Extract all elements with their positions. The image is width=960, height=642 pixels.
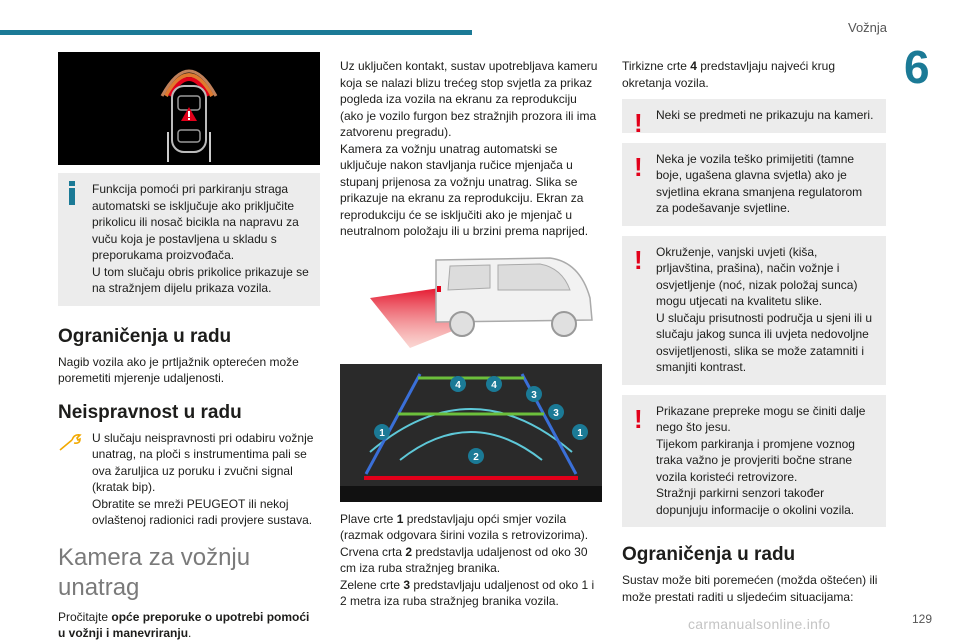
warning-icon: !	[634, 151, 643, 182]
heading-limitations: Ograničenja u radu	[622, 544, 796, 565]
warning-text: Neka je vozila teško primijetiti (tamne boje, ugašena glavna svjetla) ako je svjetlina ekrana smanjena regulatorom za podešavanje svjetline.	[656, 151, 863, 215]
callout-4-left: 4	[455, 379, 461, 391]
malfunction-text: U slučaju neispravnosti pri odabiru vožnje unatrag, na ploči s instrumentima pali se ova žaruljica uz poruku i zvučni signal (kratak bip). Obratite se mreži PEUGEOT ili nekoj ovlaštenoj radionici radi provjere sustava.	[92, 430, 314, 527]
green-lines-text: Zelene crte 3 predstavljaju udaljenost od oko 1 i 2 metra iza ruba stražnjeg branika vozila.	[340, 577, 595, 608]
warning-icon: !	[634, 403, 643, 434]
wrench-icon	[58, 432, 82, 452]
van-icon	[340, 248, 602, 358]
info-box-towing	[58, 173, 320, 306]
limitations-text: Nagib vozila ako je prtljažnik opterećen može poremetiti mjerenje udaljenosti.	[58, 354, 299, 385]
blue-lines-text: Plave crte 1 predstavljaju opći smjer vozila (razmak odgovara širini vozila s retrovizorima).	[340, 511, 589, 542]
column-right	[622, 58, 886, 605]
warning-box-environment	[622, 236, 886, 385]
chapter-number: 6	[904, 41, 930, 93]
header-bar	[0, 30, 472, 35]
warning-text: Okruženje, vanjski uvjeti (kiša, prljavština, prašina), način vožnje i osvjetljenje (noć, nizak položaj sunca) mogu utjecati na kvalitetu slike. U slučaju prisutnosti područja u sjeni ili u slučaju jakog sunca ili uvjeta nedovoljne osvijetljenosti, slika se može zatamniti i smanjiti kontrast.	[656, 244, 873, 374]
read-recommendations: Pročitajte opće preporuke o upotrebi pomoći u vožnji i manevriranju.	[58, 609, 310, 640]
red-line-text: Crvena crta 2 predstavlja udaljenost od oko 30 cm iza ruba stražnjeg branika.	[340, 544, 588, 575]
watermark: carmanualsonline.info	[688, 616, 831, 632]
car-top-view-icon	[58, 52, 320, 165]
heading-limitations: Ograničenja u radu	[58, 325, 232, 347]
malfunction-block	[58, 430, 320, 529]
page-number: 129	[912, 612, 933, 626]
callout-1-right: 1	[577, 427, 583, 439]
section-title: Vožnja	[848, 20, 888, 35]
callout-1-left: 1	[379, 427, 385, 439]
guide-lines-graphic	[340, 364, 602, 502]
warning-box-distance	[622, 395, 886, 528]
callout-4-right: 4	[491, 379, 497, 391]
info-box-text: Funkcija pomoći pri parkiranju straga automatski se isključuje ako priključite prikolicu ili nosač bicikla na napravu za vuču koja je postavljena u skladu s preporukama proizvođača. U tom slučaju obris prikolice prikazuje se na stražnjem dijelu prikaza vozila.	[92, 182, 309, 295]
warning-text: Neki se predmeti ne prikazuju na kameri.	[656, 108, 874, 122]
warning-text: Prikazane prepreke mogu se činiti dalje nego što jesu. Tijekom parkiranja i promjene voznog traka važno je provjeriti bočne strane vozila koristeći retrovizore. Stražnji parkirni senzori također dopunjuju informacije o okolini vozila.	[656, 403, 866, 517]
heading-reversing-camera: Kamera za vožnju unatrag	[58, 543, 251, 601]
limitations-text: Sustav može biti poremećen (možda oštećen) ili može prestati raditi u sljedećim situacijama:	[622, 573, 878, 604]
recommendations-link-text: opće preporuke o upotrebi pomoći u vožnji i manevriranju	[58, 609, 310, 640]
callout-3-top: 3	[531, 389, 537, 401]
column-left	[58, 52, 320, 642]
camera-view-illustration	[340, 364, 602, 502]
info-icon	[68, 181, 76, 205]
warning-icon: !	[634, 108, 643, 138]
parking-sensor-illustration	[58, 52, 320, 165]
warning-icon: !	[634, 244, 643, 275]
camera-intro-text: Uz uključen kontakt, sustav upotrebljava kameru koja se nalazi blizu trećeg stop svjetla za prikaz pogleda iza vozila na ekranu za reprodukciju (ako je vozilo furgon bez stražnjih prozora ili ima zatvorenu pregradu). Kamera za vožnju unatrag automatski se uključuje nakon stavljanja ručice mjenjača u stupanj prijenosa za vožnju unatrag. Slika se prikazuje na ekranu za reprodukciju. Ekran za reprodukciju će se isključiti ako je mjenjač u neutralnom položaju ili u brzini prema naprijed.	[340, 59, 598, 238]
warning-box-brightness	[622, 143, 886, 226]
turquoise-lines-text: Tirkizne crte 4 predstavljaju najveći krug okretanja vozila.	[622, 59, 835, 90]
column-middle	[340, 58, 602, 610]
callout-3-lower: 3	[553, 407, 559, 419]
warning-box-objects	[622, 99, 886, 138]
callout-2: 2	[473, 451, 479, 463]
heading-malfunction: Neispravnost u radu	[58, 401, 242, 423]
van-camera-illustration	[340, 248, 602, 358]
